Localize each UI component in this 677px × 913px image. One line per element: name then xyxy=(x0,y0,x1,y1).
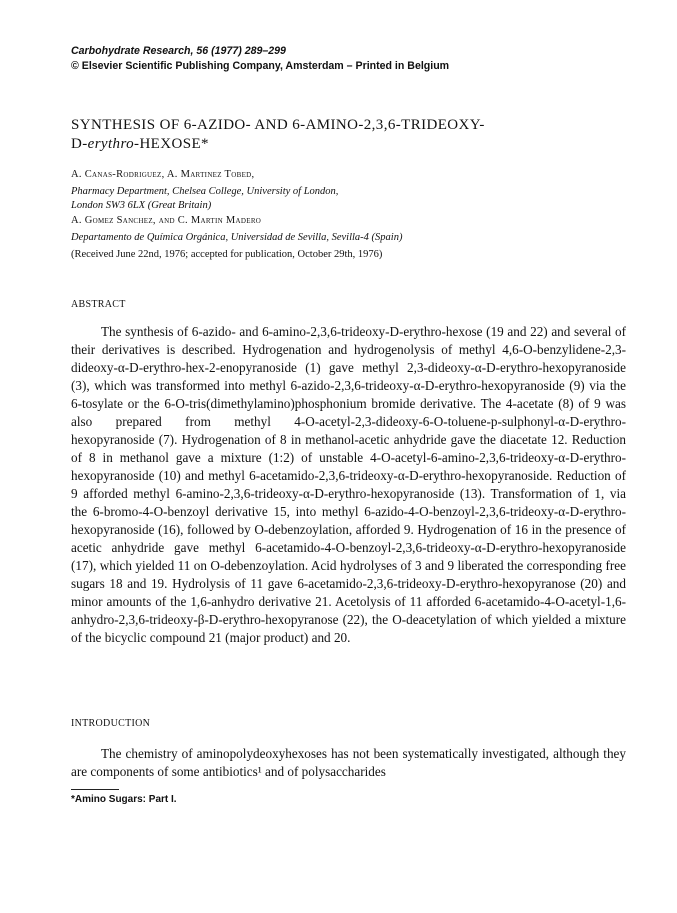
author-names-2: A. Gomez Sanchez, and C. Martin Madero xyxy=(71,215,262,226)
footnote: *Amino Sugars: Part I. xyxy=(71,794,177,805)
author-names-1: A. Canas-Rodriguez, A. Martinez Tobed, xyxy=(71,169,255,180)
abstract-heading: ABSTRACT xyxy=(71,299,126,310)
title-line-2 xyxy=(71,135,611,154)
affiliation-1b: London SW3 6LX (Great Britain) xyxy=(71,200,212,211)
title-italic: erythro xyxy=(87,136,135,152)
publisher-line: © Elsevier Scientific Publishing Company, Amsterdam – Printed in Belgium xyxy=(71,60,450,72)
title-prefix: D- xyxy=(71,136,88,152)
received-date: (Received June 22nd, 1976; accepted for publication, October 29th, 1976) xyxy=(71,249,383,260)
journal-citation: Carbohydrate Research, 56 (1977) 289–299 xyxy=(71,45,286,57)
affiliation-1a: Pharmacy Department, Chelsea College, University of London, xyxy=(71,185,339,197)
title-suffix: -HEXOSE* xyxy=(134,136,209,152)
abstract-text: The synthesis of 6-azido- and 6-amino-2,3,6-trideoxy-D-erythro-hexose (19 and 22) and several of their derivatives is described. Hydrogenation and hydrogenolysis of methyl 4,6-O-benzylidene-2,3-dideoxy-α-D-erythro-hex-2-enopyranoside (1) gave methyl 2,3-dideoxy-α-D-erythro-hexopyranoside (3), which was transformed into methyl 6-azido-2,3,6-trideoxy-α-D-erythro-hexopyranoside (9) via the 6-tosylate or the 6-O-tris(dimethylamino)phosphonium bromide derivative. The 4-acetate (8) of 9 was also prepared from methyl 4-O-acetyl-2,3-dideoxy-6-O-toluene-p-sulphonyl-α-D-erythro-hexopyranoside (7). Hydrogenation of 8 in methanol-acetic anhydride gave the diacetate 12. Reduction of 8 in methanol gave a mixture (1:2) of unstable 4-O-acetyl-6-amino-2,3,6-trideoxy-α-D-erythro-hexopyranoside (10) and methyl 6-acetamido-2,3,6-trideoxy-α-D-erythro-hexopyranoside. Reduction of 9 afforded methyl 6-amino-2,3,6-trideoxy-α-D-erythro-hexopyranoside (13). Transformation of 1, via the 6-bromo-4-O-benzoyl derivative 15, into methyl 6-azido-4-O-benzoyl-2,3,6-trideoxy-α-D-erythro-hexopyranoside (16), followed by O-debenzoylation, afforded 9. Hydrogenation of 16 in the presence of acetic anhydride gave methyl 6-acetamido-4-O-benzoyl-2,3,6-trideoxy-α-D-erythro-hexopyranoside (17), which yielded 11 on O-debenzoylation. Acid hydrolyses of 3 and 9 liberated the corresponding free sugars 18 and 19. Hydrolysis of 11 gave 6-acetamido-2,3,6-trideoxy-D-erythro-hexopyranose (20) and minor amounts of the 1,6-anhydro derivative 21. Acetolysis of 11 afforded 6-acetamido-4-O-acetyl-1,6-anhydro-2,3,6-trideoxy-β-D-erythro-hexopyranose (22), the O-deacetylation of which yielded a mixture of the bicyclic compound 21 (major product) and 20. xyxy=(71,324,626,645)
abstract-body xyxy=(71,323,626,647)
introduction-body xyxy=(71,745,626,781)
journal-header xyxy=(71,44,631,74)
introduction-heading: INTRODUCTION xyxy=(71,718,151,729)
paper-title xyxy=(71,116,611,154)
author-block-2 xyxy=(71,214,631,263)
title-line-1: SYNTHESIS OF 6-AZIDO- AND 6-AMINO-2,3,6-TRIDEOXY- xyxy=(71,117,485,133)
introduction-text: The chemistry of aminopolydeoxyhexoses has not been systematically investigated, although they are components of some antibiotics¹ and of polysaccharides xyxy=(71,746,626,779)
author-block-1 xyxy=(71,168,631,214)
affiliation-2: Departamento de Química Orgánica, Universidad de Sevilla, Sevilla-4 (Spain) xyxy=(71,231,403,243)
footnote-rule xyxy=(71,789,119,790)
